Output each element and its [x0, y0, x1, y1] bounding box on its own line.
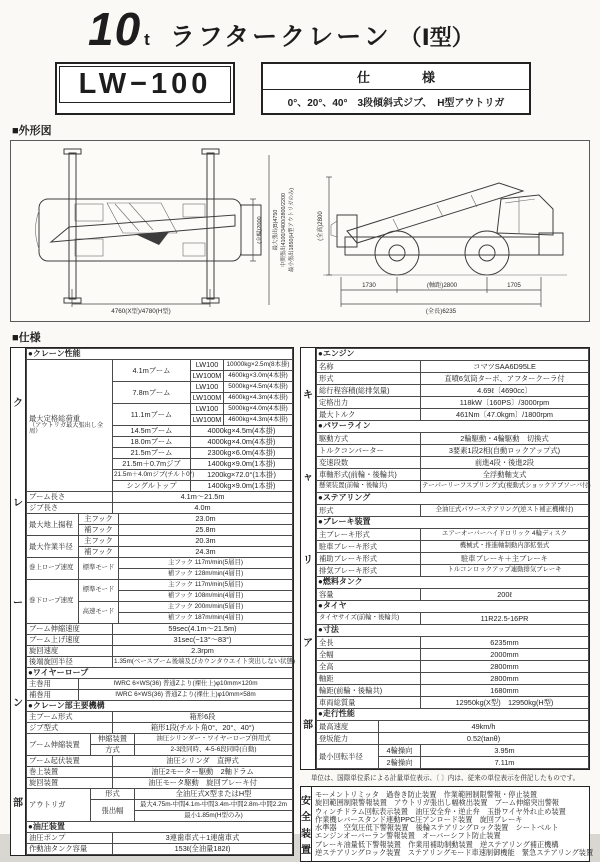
- safety-devices-box: [300, 786, 594, 862]
- crane-side-view-drawing: [301, 141, 589, 319]
- dim-wheelbase: (軸距)2800: [426, 282, 458, 289]
- crane-rope-speed-table: 巻上ロープ速度 標準モード 主フック 117m/min(5層目) 補フック 128m/min(4層目) 巻下ロープ速度 標準モード 主フック 117m/min(5層目) 補フック 108m/min(4層目) 高速モード 主フック 200m/min(5層目) 補フック 187m/min(4層目): [26, 557, 293, 624]
- crane-section-column: [10, 347, 294, 856]
- wire-rope-table: ●ワイヤーロープ 主巻用 IWRC 6×WS(36) 普通Zより(裸仕上)φ10mm×120m 補巻用 IWRC 6×WS(36) 普通Zより(裸仕上)φ10mm×58m: [26, 667, 293, 701]
- crane-length-table: ブーム長さ 4.1m〜21.5m ジブ長さ 4.0m: [26, 491, 293, 514]
- dim-front-overhang: 1730: [362, 282, 376, 289]
- outrigger-table: アウトリガ 形式 全油圧式X型またはH型 張出幅 最大4.75m‐中間4.1m‐中間3.4m‐中間2.8m‐中間2.2m 最小1.85m(H型のみ): [26, 788, 293, 822]
- safety-line: 水準器 空気圧低下警報装置 後輪ステアリングロック装置 シートベルト: [315, 823, 559, 833]
- model-box: [55, 62, 235, 115]
- safety-line: モーメントリミッタ 過巻き防止装置 作業範囲制限警報・停止装置: [315, 790, 538, 799]
- crane-motion-table: ブーム伸縮速度 59sec(4.1m〜21.5m) ブーム上げ速度 31sec(−13°〜83°) 旋回速度 2.3rpm 後端旋回半径 1.35m(ベースブーム後端及びカウンタウエイト突出しない状態): [26, 623, 293, 668]
- title-tonnage-unit: t: [144, 30, 150, 49]
- section-label-drawing: ■外形図: [12, 125, 52, 137]
- safety-devices-list: [312, 787, 596, 861]
- safety-line: ブレーキ油量低下警報装置 作業用補助制動装置 逆ステアリング補正機構: [315, 839, 559, 849]
- carrier-section-column: [300, 347, 594, 862]
- header-boxes: [55, 62, 590, 115]
- spec-tables: [10, 347, 594, 862]
- boom-config: 7.8mブーム: [113, 382, 191, 404]
- title-tonnage: 10: [88, 3, 142, 55]
- tire-table: ●タイヤ タイヤサイズ(前輪・後輪共) 11R22.5‐16PR: [316, 600, 589, 625]
- dim-outrigger-span: 4760(X型)/4780(H型): [111, 308, 171, 315]
- steering-table: ●ステアリング 形式 全油圧式パワーステアリング(逆スト補正機構付): [316, 492, 589, 517]
- dim-min-extension: 最小張出1850(H型アウトリガのみ): [289, 187, 295, 273]
- dim-overall-height: (全高)2800: [318, 211, 324, 241]
- engine-table: ●エンジン 名称 コマツSAA6D95LE 形式 直噴6気筒ターボ、アフタークーラ付 総行程容積(総排気量) 4.69ℓ〔4690cc〕 定格出力 118kW〔160PS〕/3000rpm 最大トルク 461Nm〔47.0kgm〕/1800rpm: [316, 348, 589, 421]
- dim-mid-extension: 中間張出4100/3400/2800/2200: [281, 192, 287, 268]
- safety-line: 逆ステアリングロック装置 ステアリングモード車速制御機能 緊急ステアリング装置: [315, 847, 594, 857]
- section-label-spec: ■仕様: [12, 332, 41, 344]
- boom-config: 21.5m＋0.7mジブ: [113, 459, 191, 470]
- boom-config: 4.1mブーム: [113, 360, 191, 382]
- safety-line: 作業機レバースタンド連動PPC圧アンロード装置 旋回ブレーキ: [315, 814, 523, 824]
- crane-mechanism-table-b: ブーム伸縮装置 伸縮装置 油圧シリンダー・ワイヤーロープ併用式 方式 2‐3段同時、4‐5‐6段同時(自動): [26, 733, 293, 756]
- boom-config: 18.0mブーム: [113, 437, 191, 448]
- crane-top-view-drawing: [11, 141, 301, 319]
- crane-capacity-table: ●クレーン性能 最大定格総荷重 （アウトリガ最大張出し全周） 4.1mブーム LW100 10000kg×2.5m(8本掛) LW100M 4600kg×3.0m(4本掛) 7.8mブーム LW100 5000kg×4.5m(4本掛) LW100M 4600kg×4.3m(4本掛) 11.1mブーム LW100 5000kg×4.0m(4本掛) LW100M 4600kg×4.3m(4本掛) 14.5mブーム 4000kg×4.5m(4本掛) 18.0mブーム 4000kg×4.0m(4本掛) 21.5mブーム 2300kg×6.0m(4本掛) 21.5m＋0.7mジブ 1400kg×9.0m(1本掛) 21.5m＋4.0mジブ(チルト0°) 1200kg×72.0°(1本掛) シングルトップ 1400kg×9.0m(1本掛): [26, 348, 293, 492]
- crane-section-band: ク レ ー ン 部: [11, 348, 26, 855]
- safety-line: 旋回範囲制限警報装置 アウトリガ張出し幅検出装置 ブーム伸縮突出警報: [315, 798, 560, 808]
- title-type: （Ⅰ型）: [399, 25, 474, 50]
- hydraulic-table: ●油圧装置 油圧ポンプ 3連歯車式＋1連歯車式 作動油タンク容量 153ℓ(全油量182ℓ): [26, 821, 293, 855]
- capacity-label: 最大定格総荷重 （アウトリガ最大張出し全周）: [27, 360, 113, 492]
- spec-summary-box: [261, 62, 531, 115]
- boom-config: 11.1mブーム: [113, 404, 191, 426]
- brake-table: ●ブレーキ装置 主ブレーキ形式 エアーオーバーハイドロリック 4輪ディスク 駐車ブレーキ形式 機械式・推進軸制動内部拡張式 補助ブレーキ形式 駐車ブレーキ＋主ブレーキ 排気ブレーキ形式 トルコンロックアップ連動排気ブレーキ: [316, 516, 589, 577]
- spec-box-title: 仕 様: [263, 64, 529, 90]
- dimensions-table: ●寸法 全長 6235mm 全幅 2000mm 全高 2800mm 軸距 2800mm 輪距(前輪・後輪共) 1680mm 車両総質量 12950kg(X型) 12950kg(H型): [316, 624, 589, 709]
- model-name: LW−100: [59, 66, 231, 103]
- crane-perf-header: ●クレーン性能: [27, 349, 293, 360]
- dim-max-extension: 最大張出(B)4750: [273, 209, 279, 251]
- crane-hook-table: 最大地上揚程 主フック 23.0m 補フック 25.8m 最大作業半径 主フック 20.3m 補フック 24.3m: [26, 513, 293, 558]
- safety-line: ウィンチドラム回転表示装置 油圧安全弁・逆止弁 玉掛ワイヤ外れ止め装置: [315, 806, 566, 816]
- boom-config: 21.5mブーム: [113, 448, 191, 459]
- carrier-section-band: キ ャ リ ア 部: [301, 348, 316, 769]
- boom-config: 21.5m＋4.0mジブ(チルト0°): [113, 470, 191, 481]
- outline-drawing-frame: [10, 140, 590, 322]
- boom-config: 14.5mブーム: [113, 426, 191, 437]
- spec-box-subtitle: 0°、20°、40° 3段傾斜式ジブ、 H型アウトリガ: [287, 98, 505, 109]
- units-note: 単位は、国際単位系による計量単位表示、〔 〕内は、従来の単位表示を併記したものです。: [310, 775, 580, 782]
- crane-mechanism-table-a: ●クレーン部主要機構 主ブーム形式 箱形6段 ジブ型式 箱形1段(チルト角0°、20°、40°): [26, 700, 293, 734]
- page-title: [88, 3, 590, 58]
- dim-overall-length: (全長)6235: [425, 308, 457, 315]
- crane-mechanism-table-c: ブーム起伏装置 油圧シリンダ 直押式 巻上装置 油圧2モーター駆動 2軸ドラム 旋回装置 油圧モータ駆動 旋回ブレーキ付: [26, 755, 293, 789]
- driving-performance-table: ●走行性能 最高速度 49km/h 登坂能力 0.52(tanθ) 最小回転半径 4輪操向 3.95m 2輪操向 7.11m: [316, 708, 589, 769]
- fuel-table: ●燃料タンク 容量 200ℓ: [316, 576, 589, 601]
- safety-section-band: 安 全 装 置: [301, 787, 312, 861]
- powerline-table: ●パワーライン 駆動方式 2輪駆動・4輪駆動 切換式 トルクコンバーター 3要素1段2相(自動ロックアップ式) 変速段数 前進4段・後進2段 車軸形式(前輪・後輪共) 全浮動軸支式 懸架装置(前輪・後輪共) テーパーリーフスプリング式(複動式ショックアブソーバ付): [316, 420, 589, 493]
- safety-line: エンジンオーバーラン警報装置 オーバーシフト防止装置: [315, 831, 501, 841]
- dim-rear-overhang: 1705: [507, 282, 521, 289]
- dim-body-width: (全幅)2000: [257, 216, 263, 244]
- boom-config: シングルトップ: [113, 481, 191, 492]
- title-text: ラフタークレーン: [169, 23, 392, 51]
